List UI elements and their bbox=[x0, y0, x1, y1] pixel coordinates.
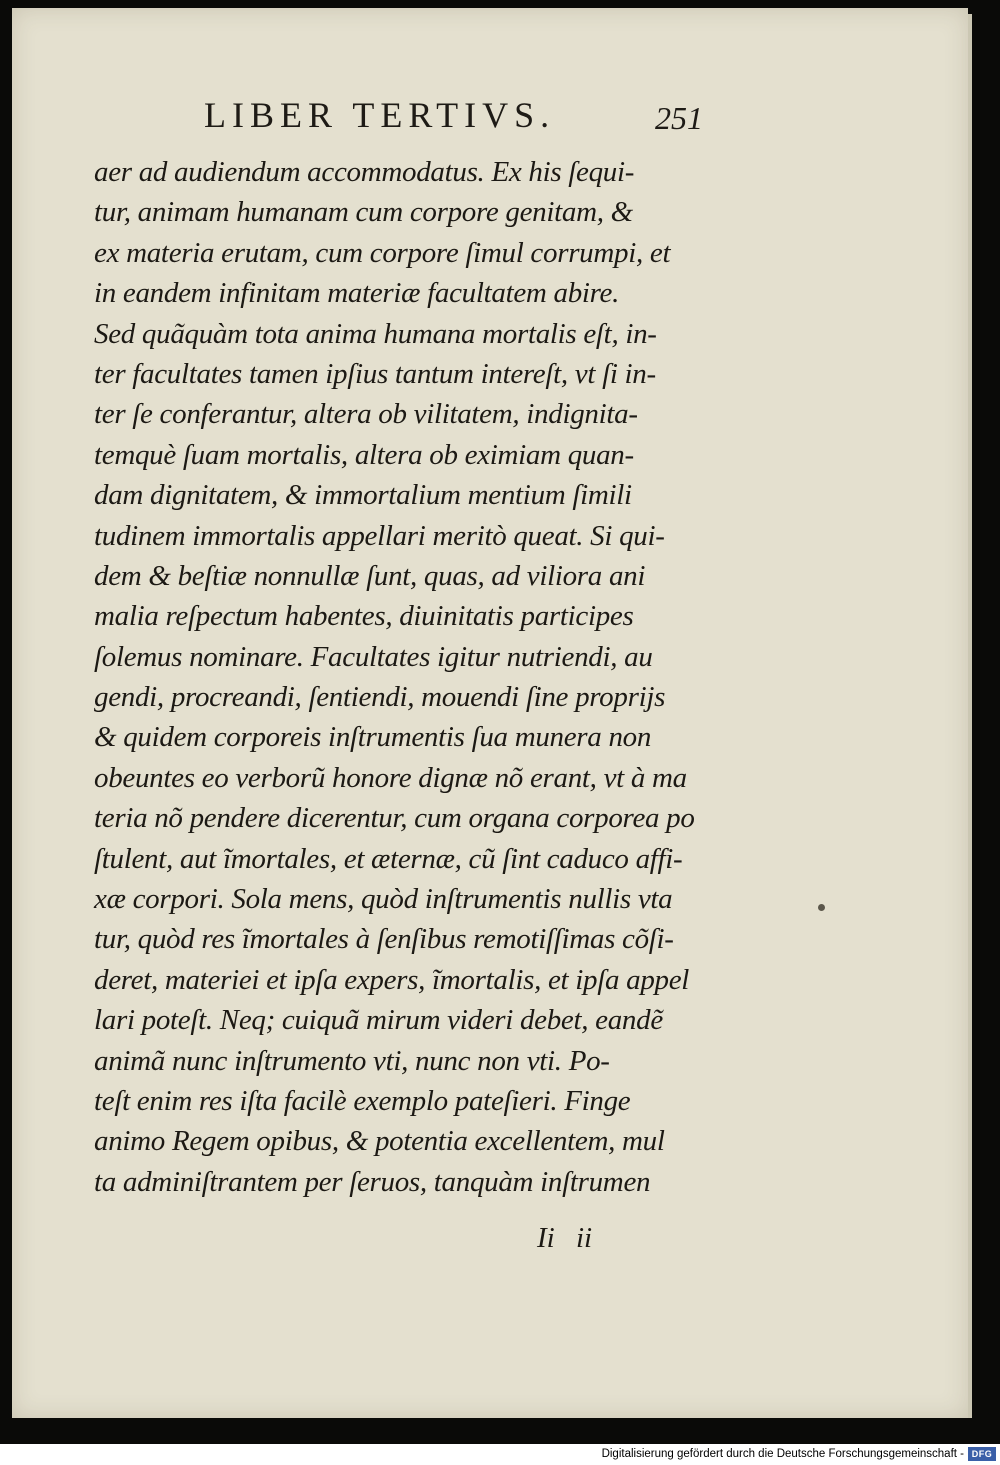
text-line: dam dignitatem, & immortalium mentium ſimili bbox=[94, 479, 632, 512]
signature-mark: Ii ii bbox=[537, 1222, 593, 1254]
text-line: animã nunc inſtrumento vti, nunc non vti. Po- bbox=[94, 1044, 610, 1077]
text-line: ſtulent, aut ĩmortales, et æternæ, cũ ſint caduco affi- bbox=[94, 842, 683, 875]
text-line: ta adminiſtrantem per ſeruos, tanquàm inſtrumen bbox=[94, 1165, 651, 1198]
text-line: ex materia erutam, cum corpore ſimul corrumpi, et bbox=[94, 236, 671, 269]
text-line: ſolemus nominare. Facultates igitur nutriendi, au bbox=[94, 640, 653, 673]
text-line: tudinem immortalis appellari meritò queat. Si qui- bbox=[94, 519, 665, 552]
text-line: aer ad audiendum accommodatus. Ex his ſequi- bbox=[94, 156, 635, 188]
body-text bbox=[94, 152, 744, 1202]
text-line: teſt enim res iſta facilè exemplo pateſieri. Finge bbox=[94, 1084, 631, 1117]
text-line: lari poteſt. Neq; cuiquã mirum videri debet, eandẽ bbox=[94, 1004, 663, 1037]
ink-speck bbox=[818, 904, 825, 911]
text-line: teria nõ pendere dicerentur, cum organa corporea po bbox=[94, 802, 695, 835]
text-line: tur, quòd res ĩmortales à ſenſibus remotiſſimas cõſi- bbox=[94, 923, 674, 956]
text-line: temquè ſuam mortalis, altera ob eximiam quan- bbox=[94, 438, 634, 471]
text-line: & quidem corporeis inſtrumentis ſua munera non bbox=[94, 721, 652, 754]
text-line: deret, materiei et ipſa expers, ĩmortalis, et ipſa appel bbox=[94, 963, 690, 996]
text-line: animo Regem opibus, & potentia excellentem, mul bbox=[94, 1125, 665, 1158]
dfg-logo: DFG bbox=[968, 1447, 996, 1461]
text-line: Sed quãquàm tota anima humana mortalis eſt, in- bbox=[94, 317, 657, 350]
running-head: LIBER TERTIVS. bbox=[204, 95, 556, 135]
text-line: dem & beſtiæ nonnullæ ſunt, quas, ad viliora ani bbox=[94, 559, 646, 592]
text-line: xæ corpori. Sola mens, quòd inſtrumentis nullis vta bbox=[94, 883, 673, 916]
text-line: ter ſe conferantur, altera ob vilitatem, indignita- bbox=[94, 398, 638, 431]
text-line: obeuntes eo verborũ honore dignæ nõ erant, vt à ma bbox=[94, 761, 687, 794]
text-line: malia reſpectum habentes, diuinitatis participes bbox=[94, 600, 634, 633]
text-line: ter facultates tamen ipſius tantum intereſt, vt ſi in- bbox=[94, 357, 656, 390]
text-line: in eandem infinitam materiæ facultatem abire. bbox=[94, 277, 620, 310]
page-number: 251 bbox=[655, 100, 703, 136]
funding-credit: Digitalisierung gefördert durch die Deutsche Forschungsgemeinschaft - bbox=[601, 1448, 964, 1460]
text-line: gendi, procreandi, ſentiendi, mouendi ſine proprijs bbox=[94, 681, 666, 714]
page-edge bbox=[968, 14, 972, 1418]
text-line: tur, animam humanam cum corpore genitam, & bbox=[94, 196, 633, 229]
